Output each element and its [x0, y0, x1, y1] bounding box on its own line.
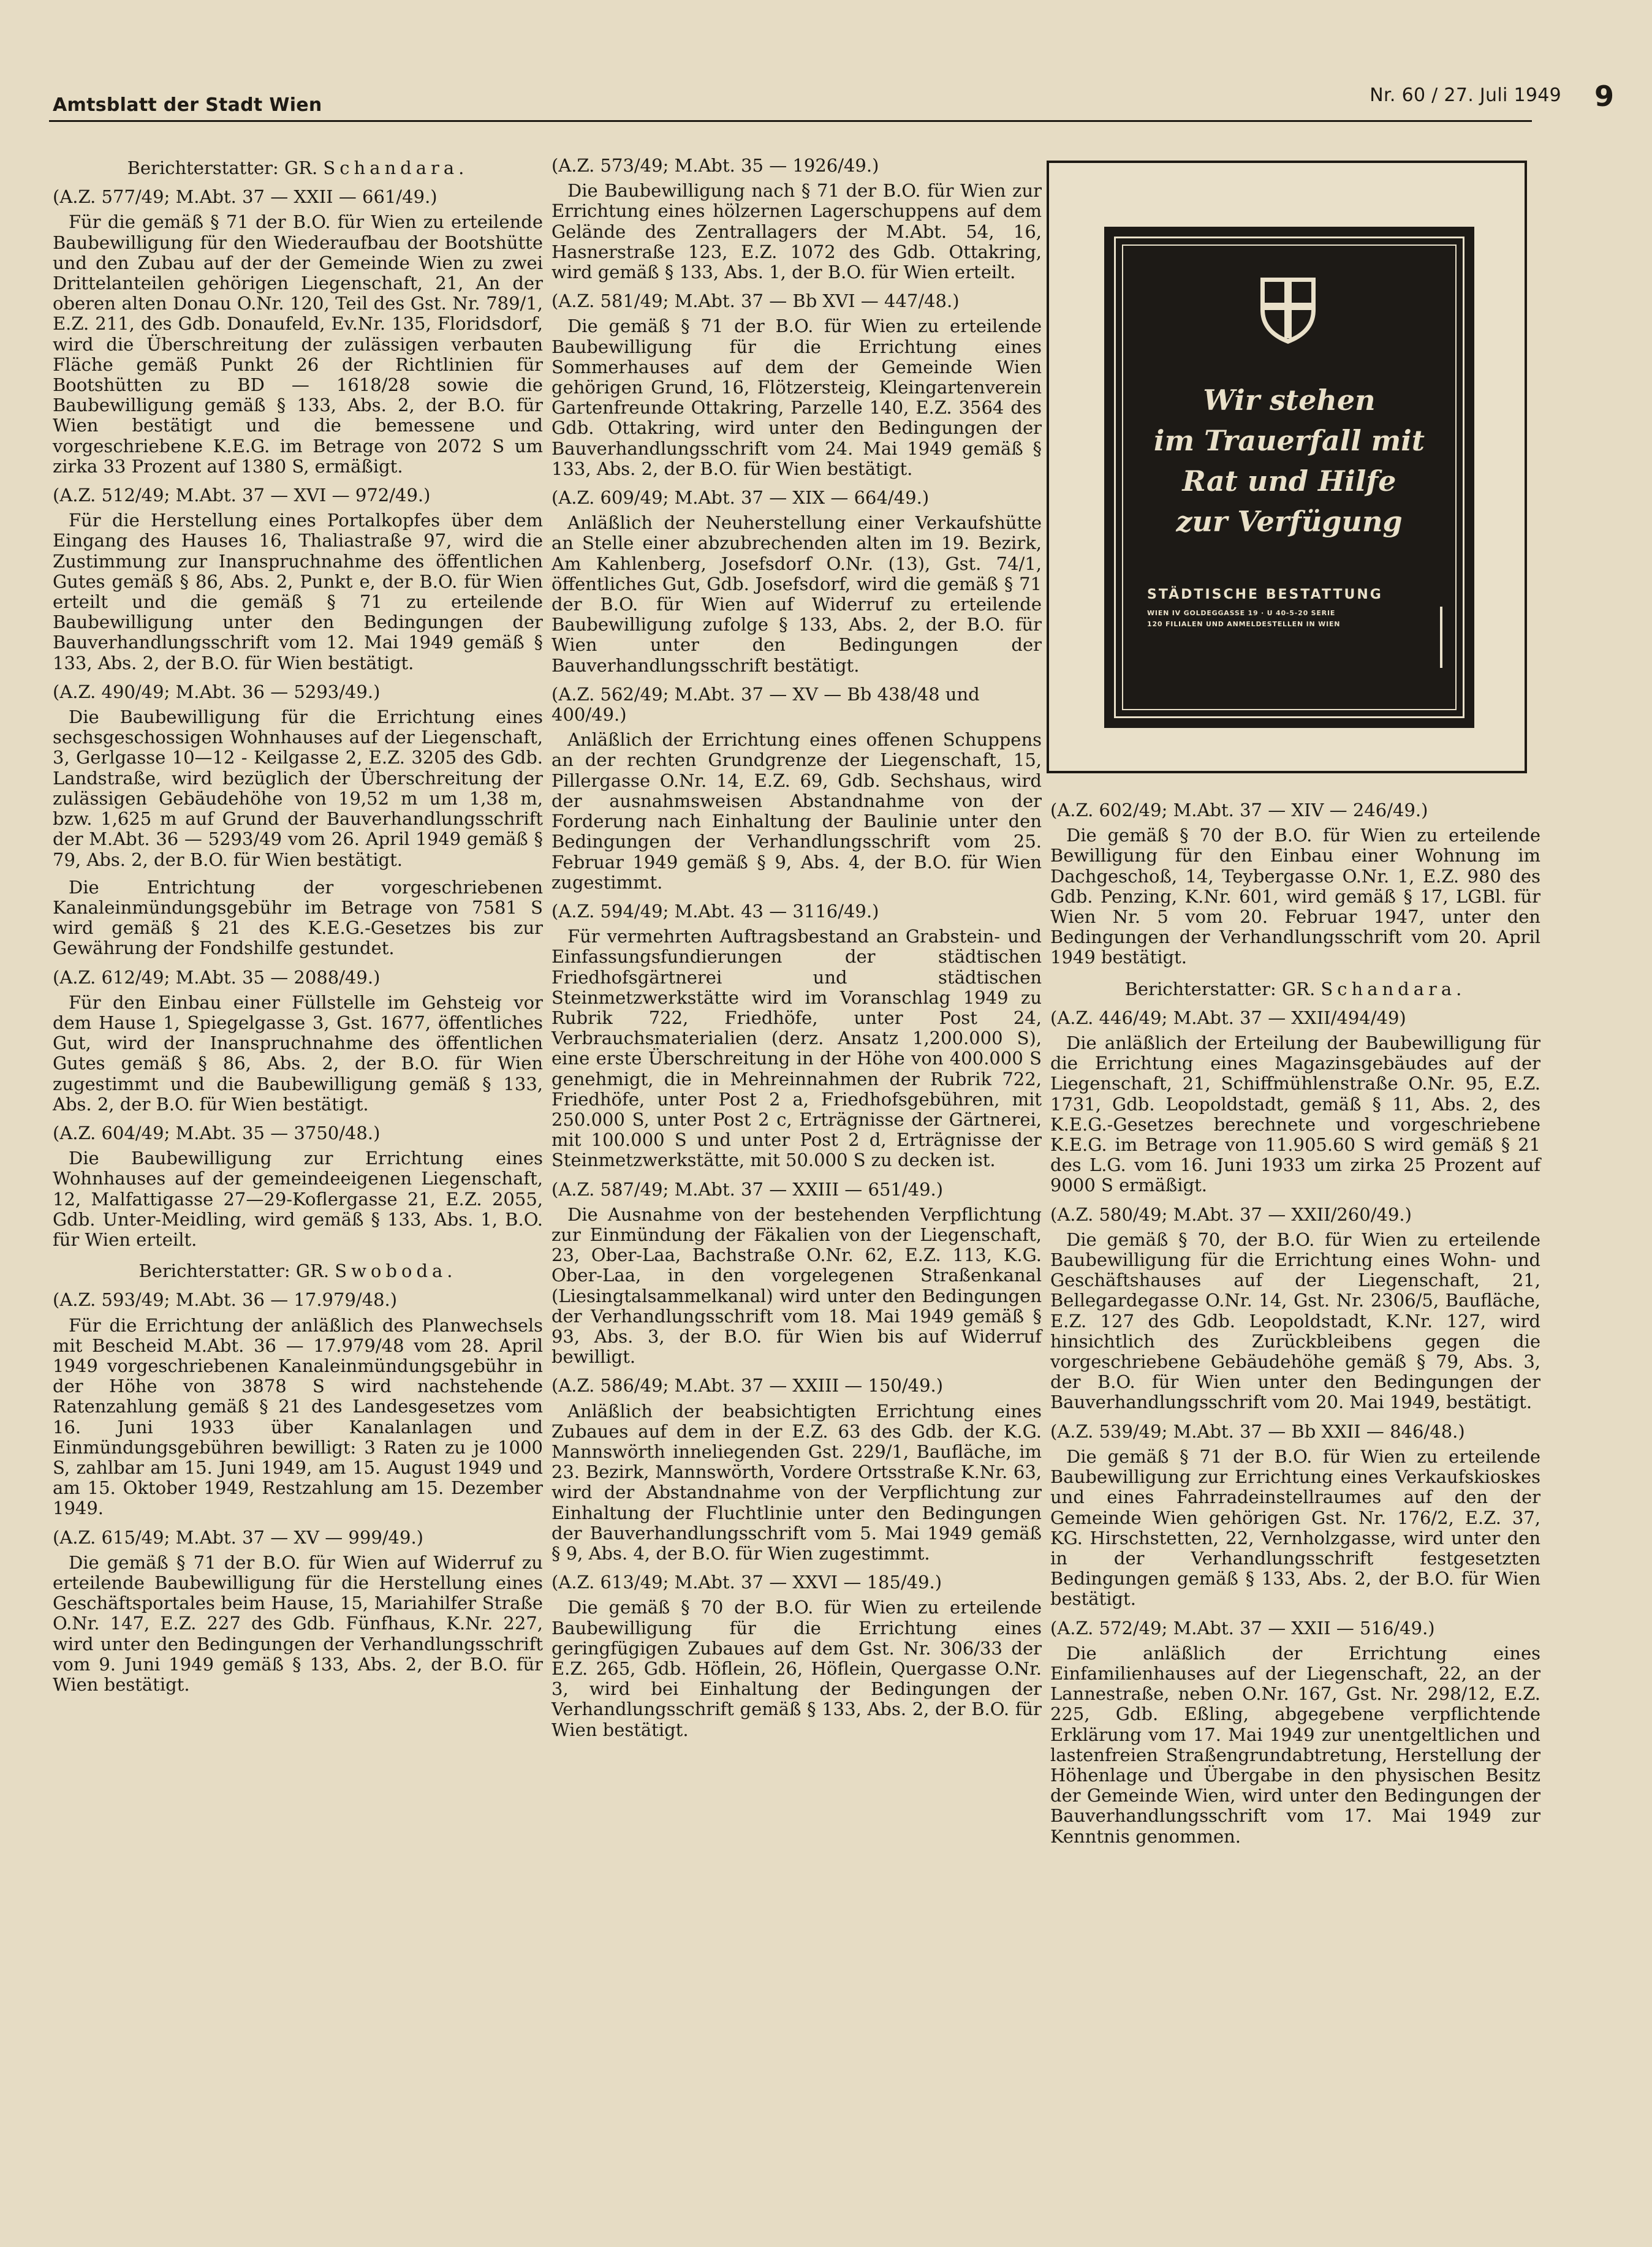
resolution-text: Für die gemäß § 71 der B.O. für Wien zu erteilende Baubewilligung für den Wiederaufbau der Bootshütte und den Zubau auf der der Gemeinde Wien zu zwei Drittelanteilen gehörigen Liegenschaft, 21, An der oberen alten Donau O.Nr. 120, Teil des Gst. Nr. 789/1, E.Z. 211, des Gdb. Donaufeld, Ev.Nr. 135, Floridsdorf, wird die Überschreitung der zulässigen verbauten Fläche gemäß Punkt 26 der Richtlinien für Bootshütten zu BD — 1618/28 sowie die Baubewilligung gemäß § 133, Abs. 2, der B.O. für Wien bestätigt und die bemessene und vorgeschriebene K.E.G. im Betrage von 2072 S um zirka 33 Prozent auf 1380 S, ermäßigt.	[53, 211, 543, 477]
resolution-text: Die anläßlich der Erteilung der Baubewilligung für die Errichtung eines Magazinsgebäudes auf der Liegenschaft, 21, Schiffmühlenstraße O.Nr. 95, E.Z. 1731, Gdb. Leopoldstadt, gemäß § 11, Abs. 2, des K.E.G.-Gesetzes berechnete und vorgeschriebene K.E.G. im Betrage von 11.905.60 S wird gemäß § 21 des L.G. vom 16. Juni 1933 um zirka 25 Prozent auf 9000 S ermäßigt.	[1050, 1033, 1540, 1196]
resolution-text: Die gemäß § 70 der B.O. für Wien zu erteilende Baubewilligung für die Errichtung eines geringfügigen Zubaues auf dem Gst. Nr. 306/33 der E.Z. 265, Gdb. Höflein, 26, Höflein, Quergasse O.Nr. 3, wird bei Einhaltung der Bedingungen der Verhandlungsschrift gemäß § 133, Abs. 2, der B.O. für Wien bestätigt.	[551, 1597, 1042, 1740]
case-reference: (A.Z. 609/49; M.Abt. 37 — XIX — 664/49.)	[551, 487, 930, 509]
address-line: WIEN IV GOLDEGGASSE 19 · U 40-5-20 SERIE	[1147, 609, 1336, 617]
vienna-shield-icon	[1259, 276, 1317, 344]
resolution-text: Die gemäß § 71 der B.O. für Wien zu erteilende Baubewilligung zur Errichtung eines Verkaufskioskes und eines Fahrradeinstellraumes auf den der Gemeinde Wien gehörigen Gst. Nr. 176/2, E.Z. 37, KG. Hirschstetten, 22, Vernholzgasse, wird unter den in der Verhandlungsschrift festgesetzten Bedingungen gemäß § 133, Abs. 2, der B.O. für Wien bestätigt.	[1050, 1446, 1540, 1610]
case-reference: (A.Z. 594/49; M.Abt. 43 — 3116/49.)	[551, 900, 879, 922]
case-reference: (A.Z. 512/49; M.Abt. 37 — XVI — 972/49.)	[53, 485, 431, 506]
resolution-text: Die gemäß § 71 der B.O. für Wien auf Widerruf zu erteilende Baubewilligung für die Herstellung eines Geschäftsportales beim Hause, 15, Mariahilfer Straße O.Nr. 147, E.Z. 227 des Gdb. Fünfhaus, K.Nr. 227, wird unter den Bedingungen der Verhandlungsschrift vom 9. Juni 1949 gemäß § 133, Abs. 2, der B.O. für Wien bestätigt.	[53, 1552, 543, 1696]
resolution-text: Die gemäß § 71 der B.O. für Wien zu erteilende Baubewilligung für die Errichtung eines Sommerhauses auf dem der Gemeinde Wien gehörigen Grund, 16, Flötzersteig, Kleingartenverein Gartenfreunde Ottakring, Parzelle 140, E.Z. 3564 des Gdb. Ottakring, wird unter den Bedingungen der Bauverhandlungsschrift vom 24. Mai 1949 gemäß § 133, Abs. 2, der B.O. für Wien bestätigt.	[551, 316, 1042, 479]
resolution-text: Die Baubewilligung zur Errichtung eines Wohnhauses auf der gemeindeeigenen Liegenschaft, 12, Malfattigasse 27—29-Koflergasse 21, E.Z. 2055, Gdb. Unter-Meidling, wird gemäß § 133, Abs. 1, B.O. für Wien erteilt.	[53, 1148, 543, 1250]
resolution-text: Die Entrichtung der vorgeschriebenen Kanaleinmündungsgebühr im Betrage von 7581 S wird gemäß § 21 des K.E.G.-Gesetzes bis zur Gewährung der Fondshilfe gestundet.	[53, 876, 543, 959]
resolution-text: Die Baubewilligung nach § 71 der B.O. für Wien zur Errichtung eines hölzernen Lagerschuppens auf dem Gelände des Zentrallagers der M.Abt. 54, 16, Hasnerstraße 123, E.Z. 1072 des Gdb. Ottakring, wird gemäß § 133, Abs. 1, der B.O. für Wien erteilt.	[551, 180, 1042, 283]
slogan-line: Wir stehen	[1203, 384, 1376, 417]
case-reference: (A.Z. 593/49; M.Abt. 36 — 17.979/48.)	[53, 1289, 398, 1311]
slogan-line: im Trauerfall mit	[1154, 424, 1425, 457]
page-number: 9	[1594, 80, 1614, 113]
reporter-name: Schandara.	[323, 157, 469, 178]
case-reference: (A.Z. 602/49; M.Abt. 37 — XIV — 246/49.)	[1050, 800, 1428, 820]
case-reference: (A.Z. 580/49; M.Abt. 37 — XXII/260/49.)	[1050, 1203, 1412, 1225]
reporter-prefix: Berichterstatter: GR.	[1124, 978, 1321, 999]
resolution-text: Anläßlich der beabsichtigten Errichtung eines Zubaues auf dem in der E.Z. 63 des Gdb. der K.G. Mannswörth inneliegenden Gst. 229/1, Baufläche, im 23. Bezirk, Mannswörth, Vordere Ortsstraße K.Nr. 63, wird der Abstandnahme von der Verpflichtung zur Einhaltung der Fluchtlinie unter den Bedingungen der Bauverhandlungsschrift vom 5. Mai 1949 gemäß § 9, Abs. 4, der B.O. für Wien zugestimmt.	[551, 1400, 1042, 1564]
reporter-name: Schandara.	[1320, 978, 1466, 999]
resolution-text: Für den Einbau einer Füllstelle im Gehsteig vor dem Hause 1, Spiegelgasse 3, Gst. 1677, öffentliches Gut, wird der Inanspruchnahme des öffentlichen Gutes gemäß § 86, Abs. 2, der B.O. für Wien zugestimmt und die Baubewilligung gemäß § 133, Abs. 2, der B.O. für Wien bestätigt.	[53, 991, 543, 1115]
reporter-line	[1050, 979, 1540, 999]
resolution-text: Die Baubewilligung für die Errichtung eines sechsgeschossigen Wohnhauses auf der Liegenschaft, 3, Gerlgasse 10—12 - Keilgasse 2, E.Z. 3205 des Gdb. Landstraße, wird bezüglich der Überschreitung der zulässigen Gebäudehöhe von 19,52 m um 1,38 m, bzw. 1,625 m auf Grund der Bauverhandlungsschrift der M.Abt. 36 — 5293/49 vom 26. April 1949 gemäß § 79, Abs. 2, der B.O. für Wien bestätigt.	[53, 707, 543, 870]
column-3	[1050, 792, 1540, 1854]
resolution-text: Die gemäß § 70, der B.O. für Wien zu erteilende Baubewilligung für die Errichtung eines Wohn- und Geschäftshauses auf der Liegenschaft, 21, Bellegardegasse O.Nr. 14, Gst. Nr. 2306/5, Baufläche, E.Z. 127 des Gdb. Leopoldstadt, K.Nr. 127, wird hinsichtlich des Zurückbleibens gegen die vorgeschriebene Gebäudehöhe gemäß § 79, Abs. 3, der B.O. für Wien unter den Bedingungen der Bauverhandlungsschrift vom 20. Mai 1949, bestätigt.	[1050, 1229, 1540, 1413]
issue-date: Nr. 60 / 27. Juli 1949	[1370, 85, 1561, 106]
page-header	[49, 67, 1618, 129]
funeral-advertisement	[1047, 161, 1527, 773]
case-reference: (A.Z. 577/49; M.Abt. 37 — XXII — 661/49.)	[53, 186, 438, 208]
header-rule	[49, 120, 1532, 122]
resolution-text: Für die Herstellung eines Portalkopfes über dem Eingang des Hauses 16, Thaliastraße 97, wird die Zustimmung zur Inanspruchnahme des öffentlichen Gutes gemäß § 86, Abs. 2, Punkt e, der B.O. für Wien erteilt und die gemäß § 71 zu erteilende Baubewilligung unter den Bedingungen der Bauverhandlungsschrift vom 12. Mai 1949 gemäß § 133, Abs. 2, der B.O. für Wien bestätigt.	[53, 510, 543, 673]
case-reference: (A.Z. 539/49; M.Abt. 37 — Bb XXII — 846/48.)	[1050, 1420, 1465, 1442]
case-reference: (A.Z. 615/49; M.Abt. 37 — XV — 999/49.)	[53, 1526, 423, 1548]
case-reference: (A.Z. 573/49; M.Abt. 35 — 1926/49.)	[551, 155, 879, 176]
resolution-text: Die Ausnahme von der bestehenden Verpflichtung zur Einmündung der Fäkalien von der Liegenschaft, 23, Ober-Laa, Bachstraße O.Nr. 62, E.Z. 113, K.G. Ober-Laa, in den vorgelegenen Straßenkanal (Liesingtalsammelkanal) wird unter den Bedingungen der Verhandlungsschrift vom 18. Mai 1949 gemäß § 93, Abs. 3, der B.O. für Wien bis auf Widerruf bewilligt.	[551, 1203, 1042, 1368]
case-reference: (A.Z. 446/49; M.Abt. 37 — XXII/494/49)	[1050, 1007, 1406, 1028]
case-reference: (A.Z. 604/49; M.Abt. 35 — 3750/48.)	[53, 1122, 381, 1143]
case-reference: (A.Z. 586/49; M.Abt. 37 — XXIII — 150/49.)	[551, 1375, 944, 1396]
resolution-text: Die anläßlich der Errichtung eines Einfamilienhauses auf der Liegenschaft, 22, an der Lannestraße, neben O.Nr. 167, Gst. Nr. 298/12, E.Z. 225, Gdb. Eßling, abgegebene verpflichtende Erklärung vom 17. Mai 1949 zur unentgeltlichen und lastenfreien Straßengrundabtretung, Herstellung der Höhenlage und Übergabe in den physischen Besitz der Gemeinde Wien, wird unter den Bedingungen der Bauverhandlungsschrift vom 17. Mai 1949 zur Kenntnis genommen.	[1050, 1642, 1540, 1847]
reporter-prefix: Berichterstatter: GR.	[138, 1260, 335, 1282]
advertisement-company: STÄDTISCHE BESTATTUNG	[1147, 587, 1383, 602]
resolution-text: Anläßlich der Neuherstellung einer Verkaufshütte an Stelle einer abzubrechenden alten im 19. Bezirk, Am Kahlenberg, Josefsdorf O.Nr. (13), Gst. 74/1, öffentliches Gut, Gdb. Josefsdorf, wird die gemäß § 71 der B.O. für Wien auf Widerruf zu erteilende Baubewilligung zufolge § 133, Abs. 2, der B.O. für Wien unter den Bedingungen der Bauverhandlungsschrift bestätigt.	[551, 512, 1042, 676]
address-line: 120 FILIALEN UND ANMELDESTELLEN IN WIEN	[1147, 620, 1341, 628]
case-reference: (A.Z. 613/49; M.Abt. 37 — XXVI — 185/49.)	[551, 1572, 942, 1593]
case-reference: (A.Z. 562/49; M.Abt. 37 — XV — Bb 438/48 und 400/49.)	[551, 683, 980, 726]
case-reference: (A.Z. 587/49; M.Abt. 37 — XXIII — 651/49.)	[551, 1178, 944, 1200]
advertisement-address	[1147, 608, 1431, 630]
reporter-line	[53, 1261, 543, 1281]
slogan-line: Rat und Hilfe	[1182, 464, 1396, 498]
advertisement-panel	[1104, 227, 1474, 728]
reporter-line	[53, 158, 543, 178]
resolution-text: Anläßlich der Errichtung eines offenen Schuppens an der rechten Grundgrenze der Liegenschaft, 15, Pillergasse O.Nr. 14, E.Z. 69, Gdb. Sechshaus, wird der ausnahmsweisen Abstandnahme von der Forderung nach Einhaltung der Baulinie unter den Bedingungen der Verhandlungsschrift vom 25. Februar 1949 gemäß § 9, Abs. 4, der B.O. für Wien zugestimmt.	[551, 729, 1042, 893]
advertisement-side-mark	[1440, 607, 1451, 668]
resolution-text: Für vermehrten Auftragsbestand an Grabstein- und Einfassungsfundierungen der städtischen Friedhofsgärtnerei und städtischen Steinmetzwerkstätte wird im Voranschlag 1949 zu Rubrik 722, Friedhöfe, unter Post 24, Verbrauchsmaterialien (derz. Ansatz 1,200.000 S), eine erste Überschreitung in der Höhe von 400.000 S genehmigt, die in Mehreinnahmen der Rubrik 722, Friedhöfe, unter Post 2 a, Friedhofsgebühren, mit 250.000 S, unter Post 2 c, Erträgnisse der Gärtnerei, mit 100.000 S und unter Post 2 d, Erträgnisse der Steinmetzwerkstätte, mit 50.000 S zu decken ist.	[551, 926, 1042, 1171]
advertisement-slogan	[1129, 380, 1450, 542]
column-2	[551, 147, 1042, 1748]
reporter-name: Swoboda.	[335, 1260, 457, 1282]
case-reference: (A.Z. 612/49; M.Abt. 35 — 2088/49.)	[53, 966, 381, 988]
resolution-text: Die gemäß § 70 der B.O. für Wien zu erteilende Bewilligung für den Einbau einer Wohnung im Dachgeschoß, 14, Teybergasse O.Nr. 1, E.Z. 980 des Gdb. Penzing, K.Nr. 601, wird gemäß § 17, LGBl. für Wien Nr. 5 vom 20. Februar 1947, unter den Bedingungen der Verhandlungsschrift vom 20. April 1949 bestätigt.	[1050, 825, 1540, 968]
case-reference: (A.Z. 572/49; M.Abt. 37 — XXII — 516/49.)	[1050, 1617, 1435, 1639]
reporter-prefix: Berichterstatter: GR.	[127, 157, 324, 178]
column-1	[53, 147, 543, 1702]
resolution-text: Für die Errichtung der anläßlich des Planwechsels mit Bescheid M.Abt. 36 — 17.979/48 vom 28. April 1949 vorgeschriebenen Kanaleinmündungsgebühr in der Höhe von 3878 S wird nachstehende Ratenzahlung gemäß § 21 des Landesgesetzes vom 16. Juni 1933 über Kanalanlagen und Einmündungsgebühren bewilligt: 3 Raten zu je 1000 S, zahlbar am 15. Juni 1949, am 15. August 1949 und am 15. Oktober 1949, Restzahlung am 15. Dezember 1949.	[53, 1314, 543, 1519]
case-reference: (A.Z. 490/49; M.Abt. 36 — 5293/49.)	[53, 681, 381, 702]
slogan-line: zur Verfügung	[1176, 505, 1403, 538]
publication-title: Amtsblatt der Stadt Wien	[53, 94, 322, 116]
case-reference: (A.Z. 581/49; M.Abt. 37 — Bb XVI — 447/48.)	[551, 290, 960, 312]
